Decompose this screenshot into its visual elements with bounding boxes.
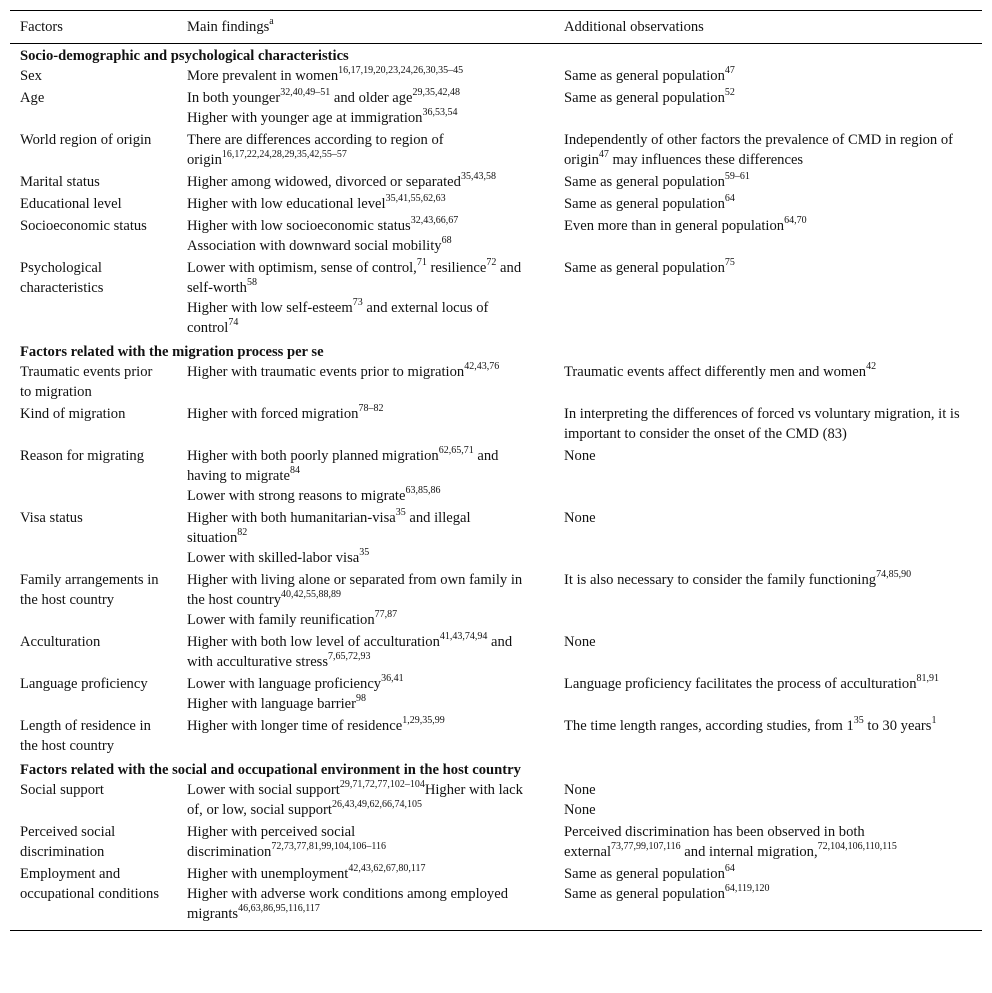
factor-cell: Visa status xyxy=(20,510,83,526)
reference-superscript: 1 xyxy=(931,715,937,726)
observations-cell xyxy=(554,508,982,570)
findings-cell xyxy=(177,172,554,194)
observations-cell xyxy=(554,864,982,931)
reference-superscript: 16,17,19,20,23,24,26,30,35–45 xyxy=(338,65,464,76)
cell-text: and external locus of control xyxy=(187,300,489,336)
cell-line xyxy=(564,508,978,528)
cell-line xyxy=(187,780,534,820)
reference-superscript: 72,73,77,81,99,104,106–116 xyxy=(271,841,386,852)
reference-superscript: 59–61 xyxy=(724,171,750,182)
cell-line xyxy=(564,884,978,904)
cell-line xyxy=(564,216,978,236)
cell-text: and having to migrate xyxy=(187,448,499,484)
table-body xyxy=(10,44,982,931)
reference-superscript: 46,63,86,95,116,117 xyxy=(238,903,320,914)
factor-cell: Length of residence in the host country xyxy=(20,718,151,754)
reference-superscript: 71 xyxy=(416,257,427,268)
table-row xyxy=(10,216,982,258)
table-row xyxy=(10,674,982,716)
reference-superscript: 77,87 xyxy=(374,609,398,620)
cell-text: Higher with living alone or separated from own family in the host country xyxy=(187,572,523,608)
cell-text: Even more than in general population xyxy=(564,218,785,234)
header-additional-observations: Additional observations xyxy=(564,19,704,35)
factor-cell: Reason for migrating xyxy=(20,448,145,464)
table-row xyxy=(10,404,982,446)
cell-line xyxy=(187,716,534,736)
header-main-findings-label: Main findings xyxy=(187,19,270,35)
cell-text: Higher with both poorly planned migration xyxy=(187,448,439,464)
reference-superscript: 35,41,55,62,63 xyxy=(385,193,446,204)
factor-cell: Social support xyxy=(20,782,104,798)
observations-cell xyxy=(554,632,982,674)
reference-superscript: 35 xyxy=(853,715,864,726)
factor-cell: World region of origin xyxy=(20,132,152,148)
cell-text: None xyxy=(564,782,596,798)
cell-line xyxy=(564,822,978,862)
observations-cell xyxy=(554,674,982,716)
findings-cell xyxy=(177,404,554,446)
reference-superscript: 72 xyxy=(486,257,497,268)
reference-superscript: 36,41 xyxy=(381,673,404,684)
findings-cell xyxy=(177,632,554,674)
cell-text: Lower with social support xyxy=(187,782,340,798)
reference-superscript: 73 xyxy=(352,297,363,308)
cell-line xyxy=(187,508,534,548)
cell-text: None xyxy=(564,510,596,526)
cell-line xyxy=(564,194,978,214)
reference-superscript: 74 xyxy=(228,317,239,328)
reference-superscript: 84 xyxy=(289,465,300,476)
cell-text: Higher with longer time of residence xyxy=(187,718,403,734)
factor-cell: Language proficiency xyxy=(20,676,148,692)
section-title: Factors related with the social and occupational environment in the host country xyxy=(20,762,521,778)
cell-line xyxy=(564,258,978,278)
findings-cell xyxy=(177,674,554,716)
cell-text: and internal migration, xyxy=(680,844,818,860)
reference-superscript: 7,65,72,93 xyxy=(328,651,371,662)
reference-superscript: 42,43,76 xyxy=(464,361,500,372)
cell-line xyxy=(187,632,534,672)
observations-cell xyxy=(554,258,982,340)
cell-line xyxy=(564,570,978,590)
factor-cell: Sex xyxy=(20,68,42,84)
findings-cell xyxy=(177,88,554,130)
cell-text: Lower with strong reasons to migrate xyxy=(187,488,406,504)
findings-cell xyxy=(177,570,554,632)
cell-text: Language proficiency facilitates the process of acculturation xyxy=(564,676,917,692)
factor-cell: Perceived social discrimination xyxy=(20,824,116,860)
cell-text: Higher with low self-esteem xyxy=(187,300,353,316)
reference-superscript: 29,35,42,48 xyxy=(412,87,460,98)
reference-superscript: 62,65,71 xyxy=(438,445,474,456)
factor-cell: Kind of migration xyxy=(20,406,126,422)
findings-cell xyxy=(177,508,554,570)
findings-cell xyxy=(177,130,554,172)
factors-table xyxy=(10,10,982,931)
observations-cell xyxy=(554,822,982,864)
cell-text: Same as general population xyxy=(564,886,725,902)
cell-text: None xyxy=(564,448,596,464)
cell-text: and self-worth xyxy=(187,260,522,296)
table-row xyxy=(10,130,982,172)
reference-superscript: 16,17,22,24,28,29,35,42,55–57 xyxy=(221,149,347,160)
cell-line xyxy=(187,194,534,214)
section-header-row xyxy=(10,758,982,780)
cell-text: and illegal situation xyxy=(187,510,471,546)
cell-text: Lower with language proficiency xyxy=(187,676,382,692)
factor-cell: Socioeconomic status xyxy=(20,218,147,234)
cell-line xyxy=(187,446,534,486)
reference-superscript: 82 xyxy=(237,527,248,538)
reference-superscript: 68 xyxy=(441,235,452,246)
table-row xyxy=(10,194,982,216)
cell-text: Lower with skilled-labor visa xyxy=(187,550,360,566)
cell-line xyxy=(187,216,534,236)
cell-line xyxy=(564,632,978,652)
cell-line xyxy=(564,362,978,382)
reference-superscript: 32,43,66,67 xyxy=(410,215,459,226)
findings-cell xyxy=(177,258,554,340)
cell-text: Association with downward social mobility xyxy=(187,238,442,254)
cell-text: Higher with traumatic events prior to migration xyxy=(187,364,465,380)
findings-cell xyxy=(177,66,554,88)
cell-line xyxy=(187,298,534,338)
cell-text: Same as general population xyxy=(564,68,725,84)
reference-superscript: 35 xyxy=(395,507,406,518)
cell-line xyxy=(187,172,534,192)
reference-superscript: 64 xyxy=(724,193,735,204)
cell-line xyxy=(187,258,534,298)
cell-text: and with acculturative stress xyxy=(187,634,513,670)
cell-text: and older age xyxy=(330,90,413,106)
reference-superscript: 78–82 xyxy=(358,403,384,414)
cell-text: Same as general population xyxy=(564,196,725,212)
section-header-row xyxy=(10,340,982,362)
observations-cell xyxy=(554,780,982,822)
cell-text: to 30 years xyxy=(863,718,932,734)
findings-cell xyxy=(177,194,554,216)
cell-text: Lower with optimism, sense of control, xyxy=(187,260,417,276)
reference-superscript: 35,43,58 xyxy=(460,171,496,182)
reference-superscript: 35 xyxy=(359,547,370,558)
reference-superscript: 32,40,49–51 xyxy=(280,87,331,98)
cell-text: Higher with adverse work conditions among employed migrants xyxy=(187,886,508,922)
reference-superscript: 42 xyxy=(866,361,877,372)
cell-text: Higher with perceived social discrimination xyxy=(187,824,356,860)
header-footnote-marker: a xyxy=(269,16,274,27)
section-header-row xyxy=(10,44,982,67)
reference-superscript: 64,119,120 xyxy=(724,883,770,894)
cell-line xyxy=(564,66,978,86)
cell-line xyxy=(564,800,978,820)
section-title: Factors related with the migration process per se xyxy=(20,344,324,360)
cell-text: None xyxy=(564,802,596,818)
cell-line xyxy=(187,674,534,694)
findings-cell xyxy=(177,216,554,258)
cell-text: Same as general population xyxy=(564,174,725,190)
findings-cell xyxy=(177,864,554,931)
factor-cell: Employment and occupational conditions xyxy=(20,866,160,902)
cell-text: Higher among widowed, divorced or separated xyxy=(187,174,461,190)
cell-text: More prevalent in women xyxy=(187,68,339,84)
cell-text: Independently of other factors the prevalence of CMD in region of origin xyxy=(564,132,954,168)
header-factors: Factors xyxy=(20,19,63,35)
reference-superscript: 73,77,99,107,116 xyxy=(611,841,681,852)
observations-cell xyxy=(554,66,982,88)
reference-superscript: 52 xyxy=(724,87,735,98)
cell-line xyxy=(564,716,978,736)
cell-line xyxy=(187,570,534,610)
table-row xyxy=(10,822,982,864)
cell-text: Same as general population xyxy=(564,260,725,276)
observations-cell xyxy=(554,362,982,404)
cell-line xyxy=(187,610,534,630)
findings-cell xyxy=(177,822,554,864)
reference-superscript: 36,53,54 xyxy=(422,107,458,118)
cell-text: Lower with family reunification xyxy=(187,612,375,628)
cell-text: Higher with low socioeconomic status xyxy=(187,218,411,234)
observations-cell xyxy=(554,172,982,194)
factor-cell: Educational level xyxy=(20,196,122,212)
cell-line xyxy=(187,864,534,884)
cell-line xyxy=(564,172,978,192)
cell-text: Higher with both humanitarian-visa xyxy=(187,510,396,526)
reference-superscript: 64 xyxy=(724,863,735,874)
cell-line xyxy=(564,404,978,444)
reference-superscript: 42,43,62,67,80,117 xyxy=(348,863,426,874)
cell-text: Higher with forced migration xyxy=(187,406,359,422)
reference-superscript: 26,43,49,62,66,74,105 xyxy=(331,799,422,810)
table-row xyxy=(10,446,982,508)
table-row xyxy=(10,88,982,130)
findings-cell xyxy=(177,362,554,404)
cell-text: Higher with lack of, or low, social support xyxy=(187,782,523,818)
cell-line xyxy=(187,130,534,170)
factor-cell: Psychological characteristics xyxy=(20,260,104,296)
cell-text: It is also necessary to consider the family functioning xyxy=(564,572,877,588)
cell-line xyxy=(187,108,534,128)
table-row xyxy=(10,508,982,570)
cell-text: Same as general population xyxy=(564,866,725,882)
cell-text: may influences these differences xyxy=(608,152,804,168)
cell-text: There are differences according to region of origin xyxy=(187,132,444,168)
reference-superscript: 74,85,90 xyxy=(876,569,912,580)
table-row xyxy=(10,570,982,632)
cell-line xyxy=(187,884,534,924)
cell-line xyxy=(564,446,978,466)
cell-line xyxy=(187,404,534,424)
observations-cell xyxy=(554,404,982,446)
cell-line xyxy=(564,864,978,884)
observations-cell xyxy=(554,570,982,632)
cell-text: Same as general population xyxy=(564,90,725,106)
factor-cell: Acculturation xyxy=(20,634,101,650)
table-container xyxy=(10,10,982,931)
observations-cell xyxy=(554,446,982,508)
section-title: Socio-demographic and psychological characteristics xyxy=(20,48,349,64)
reference-superscript: 40,42,55,88,89 xyxy=(281,589,342,600)
observations-cell xyxy=(554,716,982,758)
header-main-findings xyxy=(177,11,554,44)
reference-superscript: 64,70 xyxy=(784,215,807,226)
cell-text: The time length ranges, according studies, from 1 xyxy=(564,718,854,734)
reference-superscript: 47 xyxy=(724,65,735,76)
observations-cell xyxy=(554,216,982,258)
cell-text: Higher with language barrier xyxy=(187,696,356,712)
reference-superscript: 47 xyxy=(598,149,609,160)
cell-text: In both younger xyxy=(187,90,281,106)
cell-line xyxy=(187,236,534,256)
cell-line xyxy=(564,780,978,800)
cell-line xyxy=(187,66,534,86)
factor-cell: Traumatic events prior to migration xyxy=(20,364,153,400)
factor-cell: Marital status xyxy=(20,174,100,190)
cell-line xyxy=(187,822,534,862)
cell-line xyxy=(187,694,534,714)
observations-cell xyxy=(554,194,982,216)
cell-line xyxy=(564,130,978,170)
cell-line xyxy=(187,486,534,506)
reference-superscript: 29,71,72,77,102–104 xyxy=(339,779,425,790)
table-row xyxy=(10,864,982,931)
table-row xyxy=(10,172,982,194)
table-header-row xyxy=(10,11,982,44)
cell-line xyxy=(564,88,978,108)
findings-cell xyxy=(177,716,554,758)
reference-superscript: 72,104,106,110,115 xyxy=(817,841,897,852)
cell-line xyxy=(187,88,534,108)
table-row xyxy=(10,632,982,674)
reference-superscript: 58 xyxy=(246,277,257,288)
table-row xyxy=(10,780,982,822)
observations-cell xyxy=(554,130,982,172)
cell-line xyxy=(564,674,978,694)
reference-superscript: 63,85,86 xyxy=(405,485,441,496)
cell-text: Higher with unemployment xyxy=(187,866,349,882)
factor-cell: Age xyxy=(20,90,45,106)
reference-superscript: 98 xyxy=(355,693,366,704)
reference-superscript: 1,29,35,99 xyxy=(402,715,445,726)
findings-cell xyxy=(177,780,554,822)
cell-text: Traumatic events affect differently men and women xyxy=(564,364,867,380)
cell-text: Higher with younger age at immigration xyxy=(187,110,423,126)
cell-text: In interpreting the differences of forced vs voluntary migration, it is important to consider the onset of the CMD (83) xyxy=(564,406,960,442)
cell-line xyxy=(187,548,534,568)
table-row xyxy=(10,362,982,404)
table-row xyxy=(10,258,982,340)
findings-cell xyxy=(177,446,554,508)
factor-cell: Family arrangements in the host country xyxy=(20,572,159,608)
cell-text: Higher with low educational level xyxy=(187,196,386,212)
table-row xyxy=(10,66,982,88)
table-row xyxy=(10,716,982,758)
observations-cell xyxy=(554,88,982,130)
reference-superscript: 81,91 xyxy=(916,673,940,684)
reference-superscript: 41,43,74,94 xyxy=(439,631,488,642)
cell-text: Perceived discrimination has been observed in both external xyxy=(564,824,865,860)
cell-text: resilience xyxy=(426,260,487,276)
reference-superscript: 75 xyxy=(724,257,735,268)
cell-line xyxy=(187,362,534,382)
cell-text: Higher with both low level of acculturation xyxy=(187,634,440,650)
cell-text: None xyxy=(564,634,596,650)
